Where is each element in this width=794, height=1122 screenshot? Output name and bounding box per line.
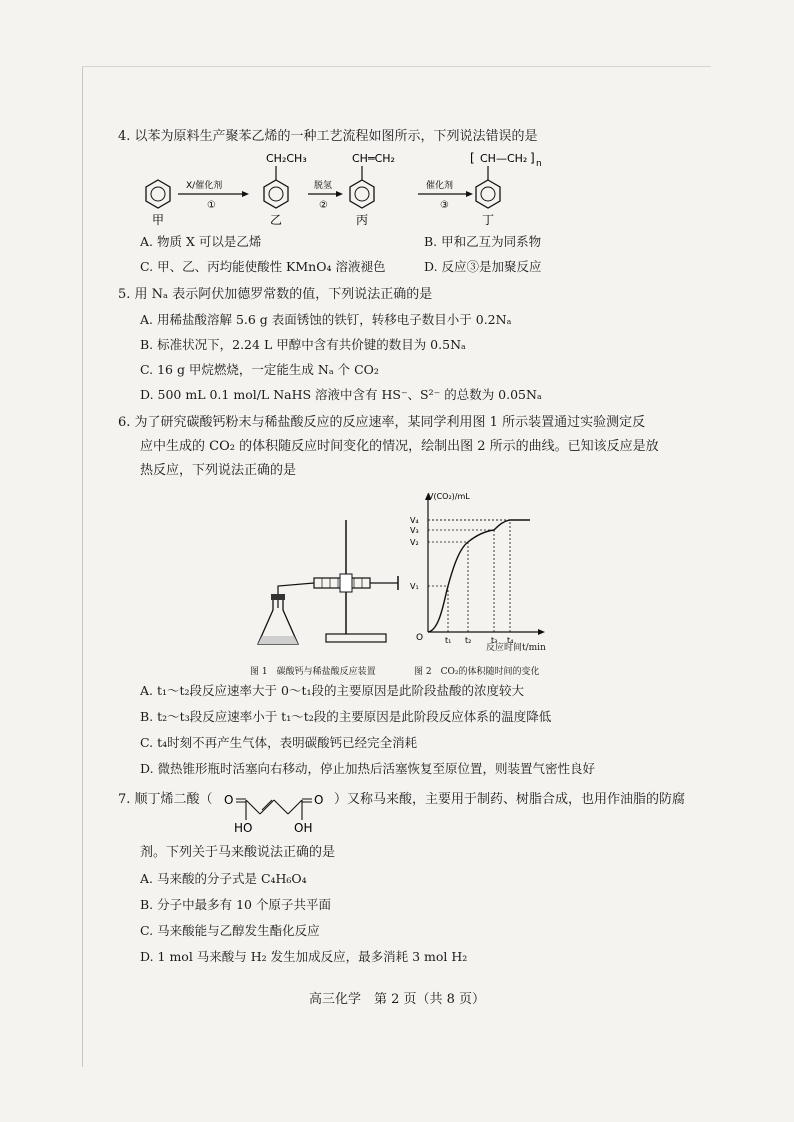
arrow-2-bottom: ② xyxy=(319,200,328,211)
x-tick-label: t₃ xyxy=(491,636,498,645)
q5-option-b[interactable]: B. 标准状况下，2.24 L 甲醇中含有共价键的数目为 0.5Nₐ xyxy=(140,337,466,352)
polymer-bracket-left: [ xyxy=(470,151,475,165)
y-tick-label: V₃ xyxy=(410,526,419,535)
q7-option-b[interactable]: B. 分子中最多有 10 个原子共平面 xyxy=(140,897,331,912)
name-b: 乙 xyxy=(270,213,283,227)
vinyl-label: CH═CH₂ xyxy=(352,152,395,165)
q6-option-b[interactable]: B. t₂～t₃段反应速率小于 t₁～t₂段的主要原因是此阶段反应体系的温度降低 xyxy=(140,709,552,724)
q4-reaction-scheme xyxy=(130,148,690,230)
q5-option-a[interactable]: A. 用稀盐酸溶解 5.6 g 表面锈蚀的铁钉，转移电子数目小于 0.2Nₐ xyxy=(140,312,512,327)
q7-option-a[interactable]: A. 马来酸的分子式是 C₄H₆O₄ xyxy=(140,871,307,886)
q7-option-d[interactable]: D. 1 mol 马来酸与 H₂ 发生加成反应，最多消耗 3 mol H₂ xyxy=(140,949,468,964)
q4-option-a[interactable]: A. 物质 X 可以是乙烯 xyxy=(140,234,262,249)
arrow-3-bottom: ③ xyxy=(440,200,449,211)
struct-o-left: O xyxy=(224,793,234,807)
polymer-label: CH—CH₂ xyxy=(480,152,528,165)
arrow-1-bottom: ① xyxy=(207,200,216,211)
benzene-ring-a xyxy=(146,180,170,208)
benzene-ring-c xyxy=(350,166,374,208)
q4-stem: 4. 以苯为原料生产聚苯乙烯的一种工艺流程如图所示，下列说法错误的是 xyxy=(118,129,538,144)
q7-option-c[interactable]: C. 马来酸能与乙醇发生酯化反应 xyxy=(140,923,320,938)
q6-option-a[interactable]: A. t₁～t₂段反应速率大于 0～t₁段的主要原因是此阶段盐酸的浓度较大 xyxy=(140,683,525,698)
q5-option-d[interactable]: D. 500 mL 0.1 mol/L NaHS 溶液中含有 HS⁻、S²⁻ 的总数为 0.05Nₐ xyxy=(140,387,542,402)
fig2-caption: 图 2 CO₂的体积随时间的变化 xyxy=(414,667,540,677)
q5-stem: 5. 用 Nₐ 表示阿伏加德罗常数的值，下列说法正确的是 xyxy=(118,287,433,302)
page-footer: 高三化学 第 2 页（共 8 页） xyxy=(308,992,486,1007)
q6-stem-line1: 6. 为了研究碳酸钙粉末与稀盐酸反应的反应速率，某同学利用图 1 所示装置通过实验测定反 xyxy=(118,415,646,430)
y-tick-label: V₁ xyxy=(410,582,419,591)
name-a: 甲 xyxy=(152,213,165,227)
fig1-caption: 图 1 碳酸钙与稀盐酸反应装置 xyxy=(250,667,376,677)
q7-stem-suffix: ）又称马来酸，主要用于制药、树脂合成，也用作油脂的防腐 xyxy=(334,792,686,807)
q6-option-c[interactable]: C. t₄时刻不再产生气体，表明碳酸钙已经完全消耗 xyxy=(140,735,418,750)
fig2-co2-volume-chart xyxy=(406,490,546,660)
origin-label: O xyxy=(416,633,424,643)
q5-option-c[interactable]: C. 16 g 甲烷燃烧，一定能生成 Nₐ 个 CO₂ xyxy=(140,362,379,377)
q4-option-c[interactable]: C. 甲、乙、丙均能使酸性 KMnO₄ 溶液褪色 xyxy=(140,259,386,274)
q6-stem-line3: 热反应，下列说法正确的是 xyxy=(140,463,297,478)
benzene-ring-b xyxy=(264,166,288,208)
struct-oh: OH xyxy=(294,821,313,835)
ethyl-label: CH₂CH₃ xyxy=(266,152,307,165)
y-tick-label: V₄ xyxy=(410,516,419,525)
name-d: 丁 xyxy=(482,213,495,227)
q6-option-d[interactable]: D. 微热锥形瓶时活塞向右移动，停止加热后活塞恢复至原位置，则装置气密性良好 xyxy=(140,761,596,776)
maleic-acid-structure xyxy=(222,784,332,836)
arrow-1-top: X/催化剂 xyxy=(186,181,223,191)
co2-curve xyxy=(428,520,530,632)
polymer-bracket-right: ] xyxy=(530,151,535,165)
q4-option-b[interactable]: B. 甲和乙互为同系物 xyxy=(424,234,542,249)
struct-o-right: O xyxy=(314,793,324,807)
struct-ho: HO xyxy=(234,821,253,835)
arrow-2-top: 脱氢 xyxy=(314,181,333,191)
q4-option-d[interactable]: D. 反应③是加聚反应 xyxy=(424,259,542,274)
y-tick-label: V₂ xyxy=(410,538,419,547)
fig1-apparatus xyxy=(256,506,412,656)
polymer-n: n xyxy=(536,159,542,169)
x-tick-label: t₁ xyxy=(445,636,452,645)
x-axis-label: 反应时间t/min xyxy=(486,643,546,653)
q7-stem-prefix: 7. 顺丁烯二酸（ xyxy=(118,792,213,807)
arrow-3-top: 催化剂 xyxy=(426,181,454,191)
x-tick-label: t₂ xyxy=(465,636,472,645)
q6-stem-line2: 应中生成的 CO₂ 的体积随反应时间变化的情况，绘制出图 2 所示的曲线。已知该反应是放 xyxy=(140,439,659,454)
name-c: 丙 xyxy=(356,213,369,227)
y-axis-label: V(CO₂)/mL xyxy=(428,492,470,501)
q7-stem-line2: 剂。下列关于马来酸说法正确的是 xyxy=(140,845,336,860)
benzene-ring-d xyxy=(476,166,500,208)
x-tick-label: t₄ xyxy=(507,636,514,645)
